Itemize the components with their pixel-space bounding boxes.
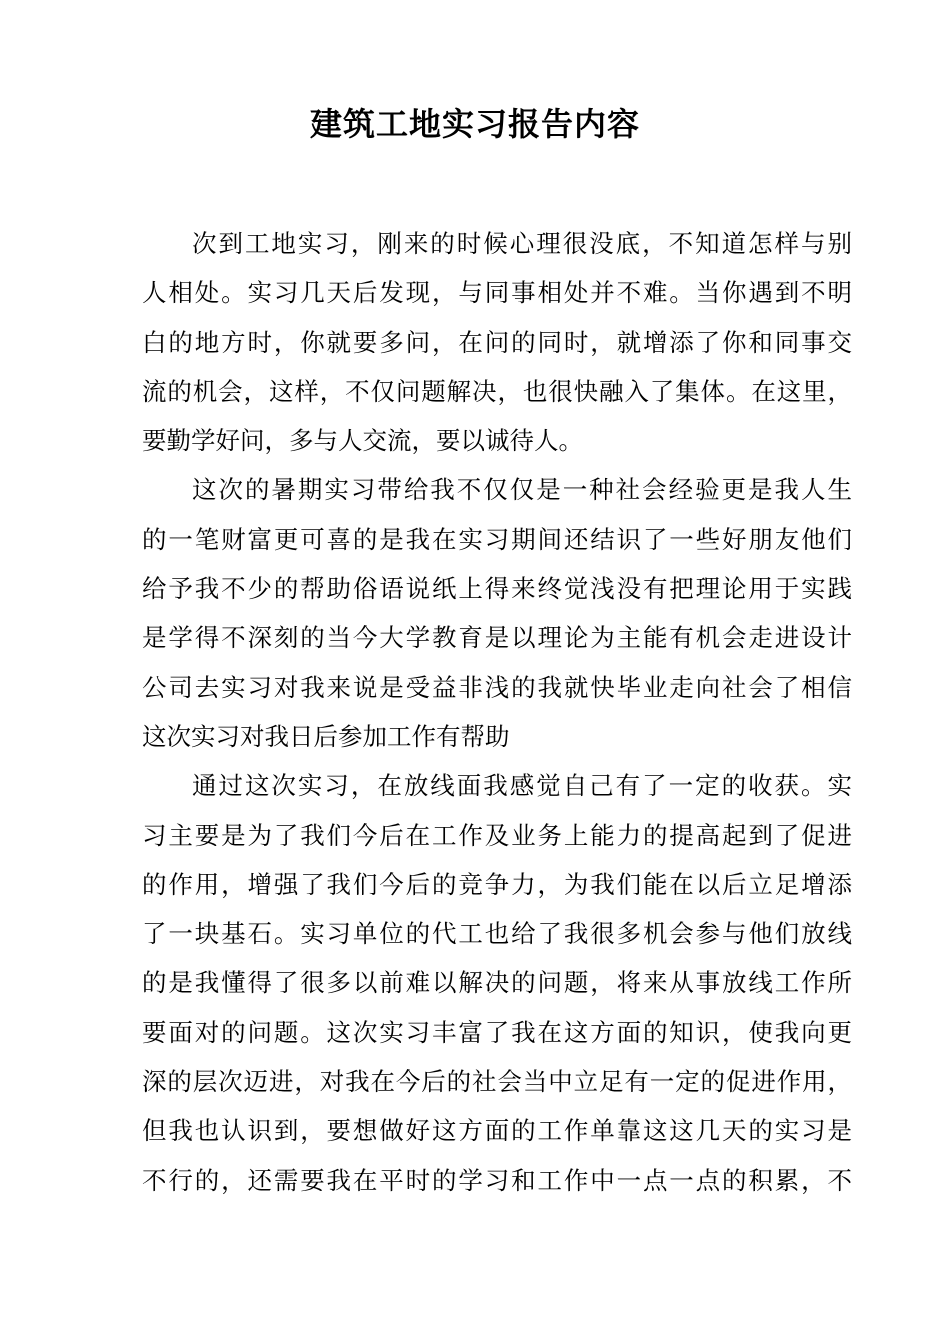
- paragraph-2: [142, 465, 852, 761]
- paragraph-line: 流的机会，这样，不仅问题解决，也很快融入了集体。在这里，: [142, 376, 852, 406]
- paragraph-line: 人相处。实习几天后发现，与同事相处并不难。当你遇到不明: [142, 278, 852, 308]
- paragraph-line: 这次的暑期实习带给我不仅仅是一种社会经验更是我人生: [192, 475, 852, 505]
- paragraph-line: 给予我不少的帮助俗语说纸上得来终觉浅没有把理论用于实践: [142, 574, 852, 604]
- paragraph-line: 习主要是为了我们今后在工作及业务上能力的提高起到了促进: [142, 820, 852, 850]
- paragraph-line: 通过这次实习，在放线面我感觉自己有了一定的收获。实: [192, 771, 852, 801]
- paragraph-line: 这次实习对我日后参加工作有帮助: [142, 721, 510, 751]
- document-body: [142, 219, 852, 1205]
- paragraph-3: [142, 761, 852, 1205]
- paragraph-line: 是学得不深刻的当今大学教育是以理论为主能有机会走进设计: [142, 623, 852, 653]
- paragraph-line: 但我也认识到，要想做好这方面的工作单靠这这几天的实习是: [142, 1116, 852, 1146]
- paragraph-line: 要面对的问题。这次实习丰富了我在这方面的知识，使我向更: [142, 1017, 852, 1047]
- paragraph-line: 的是我懂得了很多以前难以解决的问题，将来从事放线工作所: [142, 968, 852, 998]
- paragraph-line: 深的层次迈进，对我在今后的社会当中立足有一定的促进作用，: [142, 1067, 852, 1097]
- document-title: 建筑工地实习报告内容: [309, 105, 640, 143]
- paragraph-1: [142, 219, 852, 465]
- paragraph-line: 白的地方时，你就要多问，在问的同时，就增添了你和同事交: [142, 327, 852, 357]
- paragraph-line: 了一块基石。实习单位的代工也给了我很多机会参与他们放线: [142, 919, 852, 949]
- paragraph-line: 公司去实习对我来说是受益非浅的我就快毕业走向社会了相信: [142, 672, 852, 702]
- paragraph-line: 次到工地实习，刚来的时候心理很没底，不知道怎样与别: [192, 229, 852, 258]
- paragraph-line: 不行的，还需要我在平时的学习和工作中一点一点的积累，不: [142, 1165, 852, 1195]
- paragraph-line: 的作用，增强了我们今后的竞争力，为我们能在以后立足增添: [142, 869, 852, 899]
- paragraph-line: 要勤学好问，多与人交流，要以诚待人。: [142, 426, 583, 456]
- paragraph-line: 的一笔财富更可喜的是我在实习期间还结识了一些好朋友他们: [142, 524, 852, 554]
